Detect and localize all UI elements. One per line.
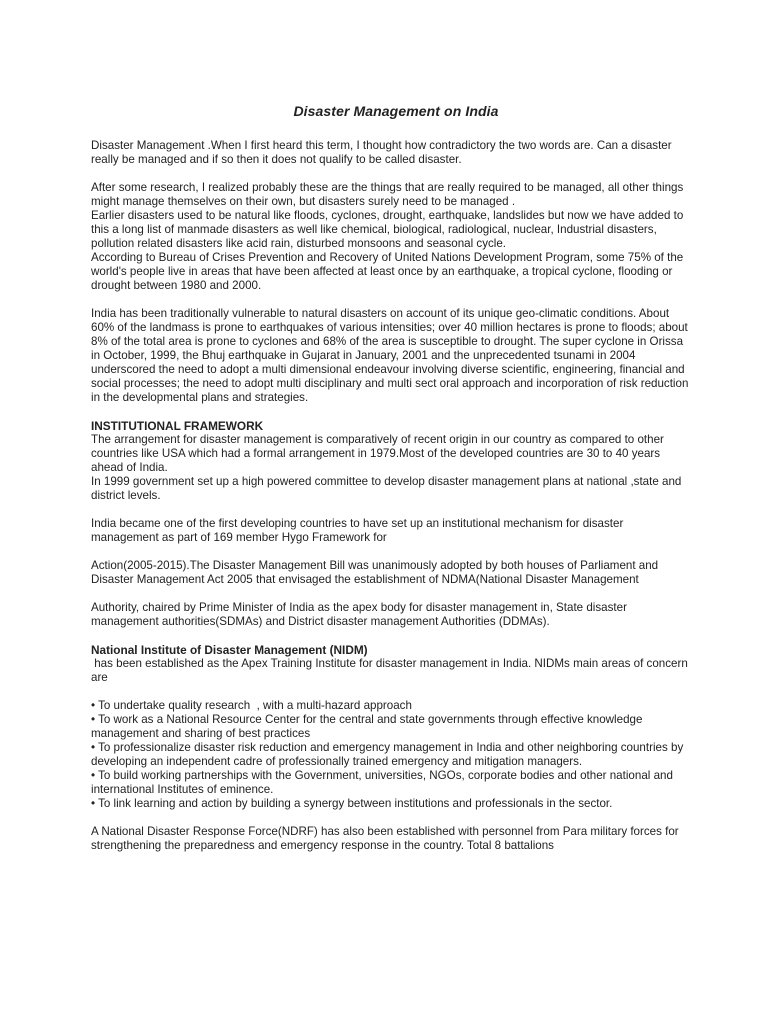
paragraph-arrangement: The arrangement for disaster management is comparatively of recent origin in our country as compared to other countries like USA which had a formal arrangement in 1979.Most of the developed countries are 30 to 40 years ahead of India. <box>91 433 664 474</box>
paragraph-disaster-types: Earlier disasters used to be natural like floods, cyclones, drought, earthquake, landslides but now we have added to this a long list of manmade disasters as well like chemical, biological, radiological, nuclear, Industrial disasters, pollution related disasters like acid rain, disturbed monsoons and seasonal cycle. <box>91 209 684 250</box>
paragraph-ndrf: A National Disaster Response Force(NDRF) has also been established with personnel from Para military forces for strengthening the preparedness and emergency response in the country. Total 8 battalions <box>91 825 679 852</box>
list-item: • To professionalize disaster risk reduction and emergency management in India and other neighboring countries by developing an independent cadre of professionally trained emergency and mitigation managers. <box>91 741 684 768</box>
heading-institutional-framework: INSTITUTIONAL FRAMEWORK <box>91 419 264 433</box>
paragraph-nidm-intro: has been established as the Apex Training Institute for disaster management in India. NIDMs main areas of concern are <box>91 657 692 684</box>
paragraph-gap <box>91 587 691 601</box>
paragraph-gap <box>91 811 691 825</box>
paragraph-intro: Disaster Management .When I first heard this term, I thought how contradictory the two words are. Can a disaster really be managed and if so then it does not qualify to be called disaster. <box>91 139 672 166</box>
paragraph-research: After some research, I realized probably these are the things that are really required to be managed, all other things might manage themselves on their own, but disasters surely need to be managed . <box>91 181 684 208</box>
heading-nidm: National Institute of Disaster Management (NIDM) <box>91 643 368 657</box>
list-item: • To build working partnerships with the Government, universities, NGOs, corporate bodies and other national and international Institutes of eminence. <box>91 769 673 796</box>
paragraph-gap <box>91 167 691 181</box>
paragraph-gap <box>91 545 691 559</box>
paragraph-undp-statistic: According to Bureau of Crises Prevention and Recovery of United Nations Development Program, some 75% of the world's people live in areas that have been affected at least once by an earthquake, a tropical cyclone, flooding or drought between 1980 and 2000. <box>91 251 684 292</box>
paragraph-1999-committee: In 1999 government set up a high powered committee to develop disaster management plans at national ,state and district levels. <box>91 475 682 502</box>
list-item: • To work as a National Resource Center for the central and state governments through effective knowledge management and sharing of best practices <box>91 713 643 740</box>
nidm-objectives-list <box>91 699 691 811</box>
paragraph-gap <box>91 503 691 517</box>
paragraph-hygo-framework: India became one of the first developing countries to have set up an institutional mechanism for disaster management as part of 169 member Hygo Framework for <box>91 517 624 544</box>
list-item: • To undertake quality research , with a multi-hazard approach <box>91 699 412 712</box>
paragraph-gap <box>91 685 691 699</box>
paragraph-gap <box>91 293 691 307</box>
paragraph-gap <box>91 405 691 419</box>
paragraph-authority: Authority, chaired by Prime Minister of India as the apex body for disaster management in, State disaster management authorities(SDMAs) and District disaster management Authorities (DDMAs). <box>91 601 627 628</box>
document-title: Disaster Management on India <box>293 103 499 119</box>
document-page <box>91 103 691 853</box>
paragraph-gap <box>91 629 691 643</box>
list-item: • To link learning and action by building a synergy between institutions and professionals in the sector. <box>91 797 613 810</box>
paragraph-india-vulnerability: India has been traditionally vulnerable to natural disasters on account of its unique geo-climatic conditions. About 60% of the landmass is prone to earthquakes of various intensities; over 40 million hectares is prone to floods; about 8% of the total area is prone to cyclones and 68% of the area is susceptible to drought. The super cyclone in Orissa in October, 1999, the Bhuj earthquake in Gujarat in January, 2001 and the unprecedented tsunami in 2004 underscored the need to adopt a multi dimensional endeavour involving diverse scientific, engineering, financial and social processes; the need to adopt multi disciplinary and multi sect oral approach and incorporation of risk reduction in the developmental plans and strategies. <box>91 307 689 404</box>
paragraph-dm-bill: Action(2005-2015).The Disaster Management Bill was unanimously adopted by both houses of Parliament and Disaster Management Act 2005 that envisaged the establishment of NDMA(National Disaster Management <box>91 559 659 586</box>
